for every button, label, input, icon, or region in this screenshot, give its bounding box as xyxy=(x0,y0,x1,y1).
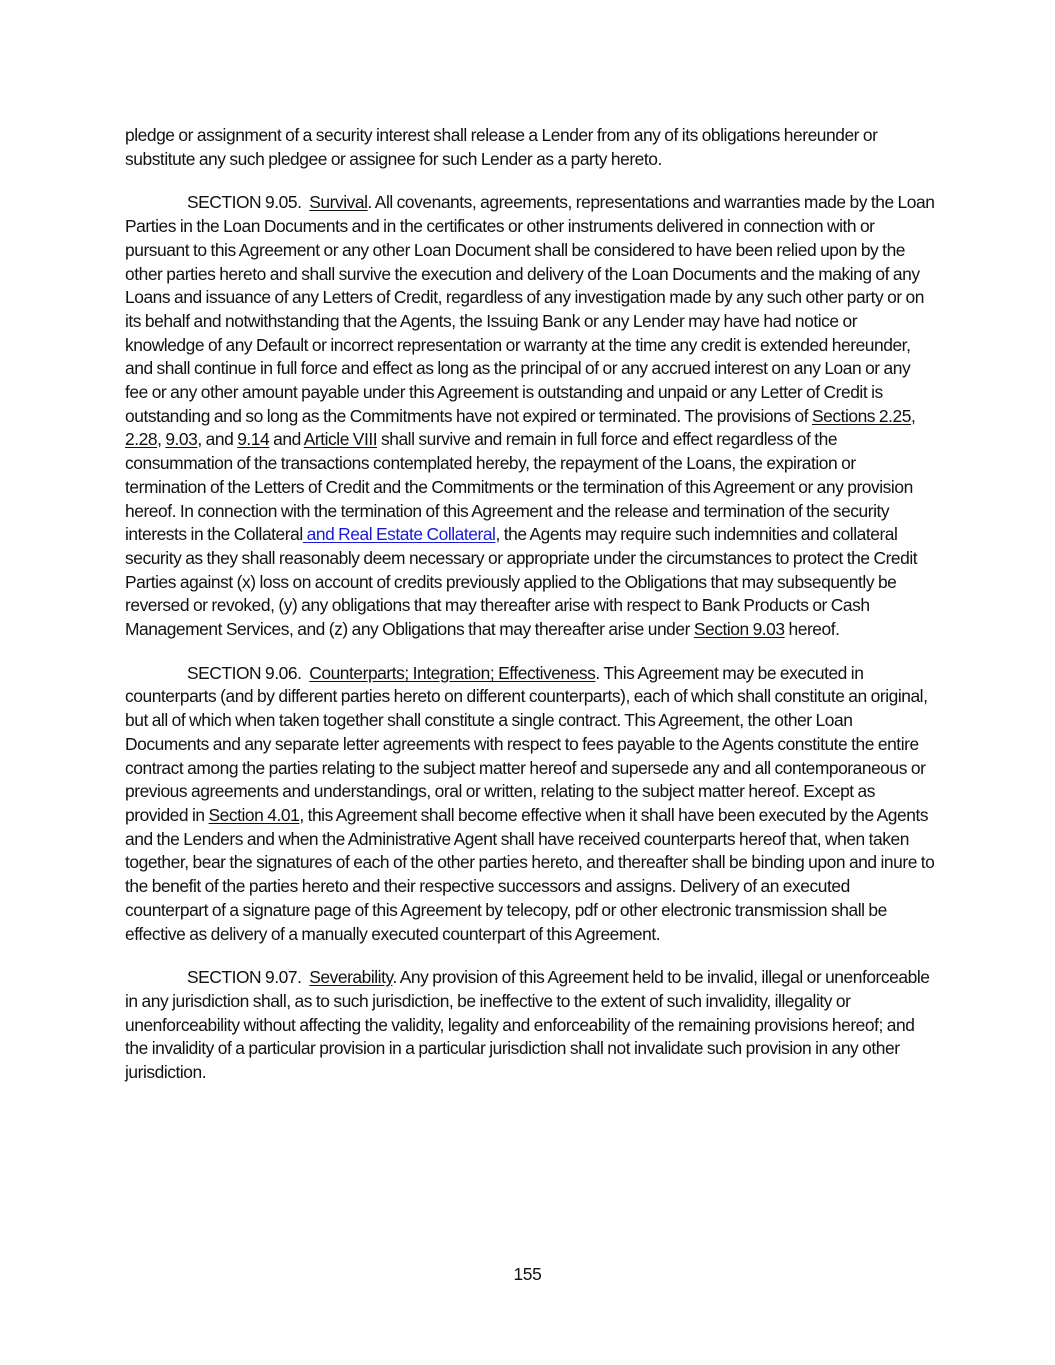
continuation-paragraph xyxy=(125,124,935,171)
document-page xyxy=(125,124,935,1105)
section-9-06-text-1: . This Agreement may be executed in counterparts (and by different parties hereto on different counterparts), each of which shall constitute an original, but all of which when taken together shall constitute a single contract. This Agreement, the other Loan Documents and any separate letter agreements with respect to fees payable to the Agents constitute the entire contract among the parties relating to the subject matter hereof and supersede any and all contemporaneous or previous agreements and understandings, oral or written, relating to the subject matter hereof. Except as provided in xyxy=(125,662,928,825)
section-9-07-text-1: . Any provision of this Agreement held to be invalid, illegal or unenforceable in any jurisdiction shall, as to such jurisdiction, be ineffective to the extent of such invalidity, illegality or unenforceability without affecting the validity, legality and enforceability of the remaining provisions hereof; and the invalidity of a particular provision in a particular jurisdiction shall not invalidate such provision in any other jurisdiction. xyxy=(125,967,930,1083)
ref-2-28[interactable]: 2.28 xyxy=(125,429,158,450)
continuation-text: pledge or assignment of a security interest shall release a Lender from any of its obligations hereunder or substitute any such pledgee or assignee for such Lender as a party hereto. xyxy=(125,125,878,169)
section-9-07-number: SECTION 9.07. xyxy=(187,967,302,988)
section-9-05-text-2: shall survive and remain in full force and effect regardless of the consummation of the transactions contemplated hereby, the repayment of the Loans, the expiration or termination of the Letters of Credit and the Commitments or the termination of this Agreement or any provision hereof. In connection with the termination of this Agreement and the release and termination of the security interests in the Collateral xyxy=(125,429,913,545)
section-9-06-number: SECTION 9.06. xyxy=(187,662,302,683)
section-9-07-title: Severability xyxy=(309,967,393,988)
ref-section-4-01[interactable]: Section 4.01 xyxy=(208,804,300,825)
section-9-05-text-1: . All covenants, agreements, representations and warranties made by the Loan Parties in the Loan Documents and in the certificates or other instruments delivered in connection with or pursuant to this Agreement or any other Loan Document shall be considered to have been relied upon by the other parties hereto and shall survive the execution and delivery of the Loan Documents and the making of any Loans and issuance of any Letters of Credit, regardless of any investigation made by any such other party or on its behalf and notwithstanding that the Agents, the Issuing Bank or any Lender may have had notice or knowledge of any Default or incorrect representation or warranty at the time any credit is extended hereunder, and shall continue in full force and effect as long as the principal of or any accrued interest on any Loan or any fee or any other amount payable under this Agreement is outstanding and unpaid or any Letter of Credit is outstanding and so long as the Commitments have not expired or terminated. The provisions of xyxy=(125,192,935,426)
section-9-05-title: Survival xyxy=(309,192,368,213)
separator: , xyxy=(910,405,916,426)
section-9-06-paragraph xyxy=(125,662,935,946)
separator: and xyxy=(269,429,304,450)
section-9-05-text-3: , the Agents may require such indemnities and collateral security as they shall reasonably deem necessary or appropriate under the circumstances to protect the Credit Parties against (x) loss on account of credits previously applied to the Obligations that may subsequently be reversed or revoked, (y) any obligations that may thereafter arise with respect to Bank Products or Cash Management Services, and (z) any Obligations that may thereafter arise under xyxy=(125,524,918,640)
separator: , xyxy=(157,429,166,450)
ref-9-03[interactable]: 9.03 xyxy=(165,429,198,450)
real-estate-collateral-link[interactable]: and Real Estate Collateral xyxy=(302,524,496,545)
ref-section-9-03[interactable]: Section 9.03 xyxy=(693,619,785,640)
section-9-06-text-2: , this Agreement shall become effective when it shall have been executed by the Agents and the Lenders and when the Administrative Agent shall have received counterparts hereof that, when taken together, bear the signatures of each of the other parties hereto, and thereafter shall be binding upon and inure to the benefit of the parties hereto and their respective successors and assigns. Delivery of an executed counterpart of a signature page of this Agreement by telecopy, pdf or other electronic transmission shall be effective as delivery of a manually executed counterpart of this Agreement. xyxy=(125,804,935,944)
ref-9-14[interactable]: 9.14 xyxy=(237,429,270,450)
page-number: 155 xyxy=(513,1264,542,1284)
section-9-05-paragraph xyxy=(125,191,935,641)
section-9-05-number: SECTION 9.05. xyxy=(187,192,302,213)
ref-article-viii[interactable]: Article VIII xyxy=(303,429,378,450)
ref-sections-2-25[interactable]: Sections 2.25 xyxy=(811,405,911,426)
section-9-05-text-4: hereof. xyxy=(784,619,840,640)
section-9-06-title: Counterparts; Integration; Effectiveness xyxy=(309,662,596,683)
section-9-07-paragraph xyxy=(125,966,935,1085)
separator: , and xyxy=(197,429,238,450)
